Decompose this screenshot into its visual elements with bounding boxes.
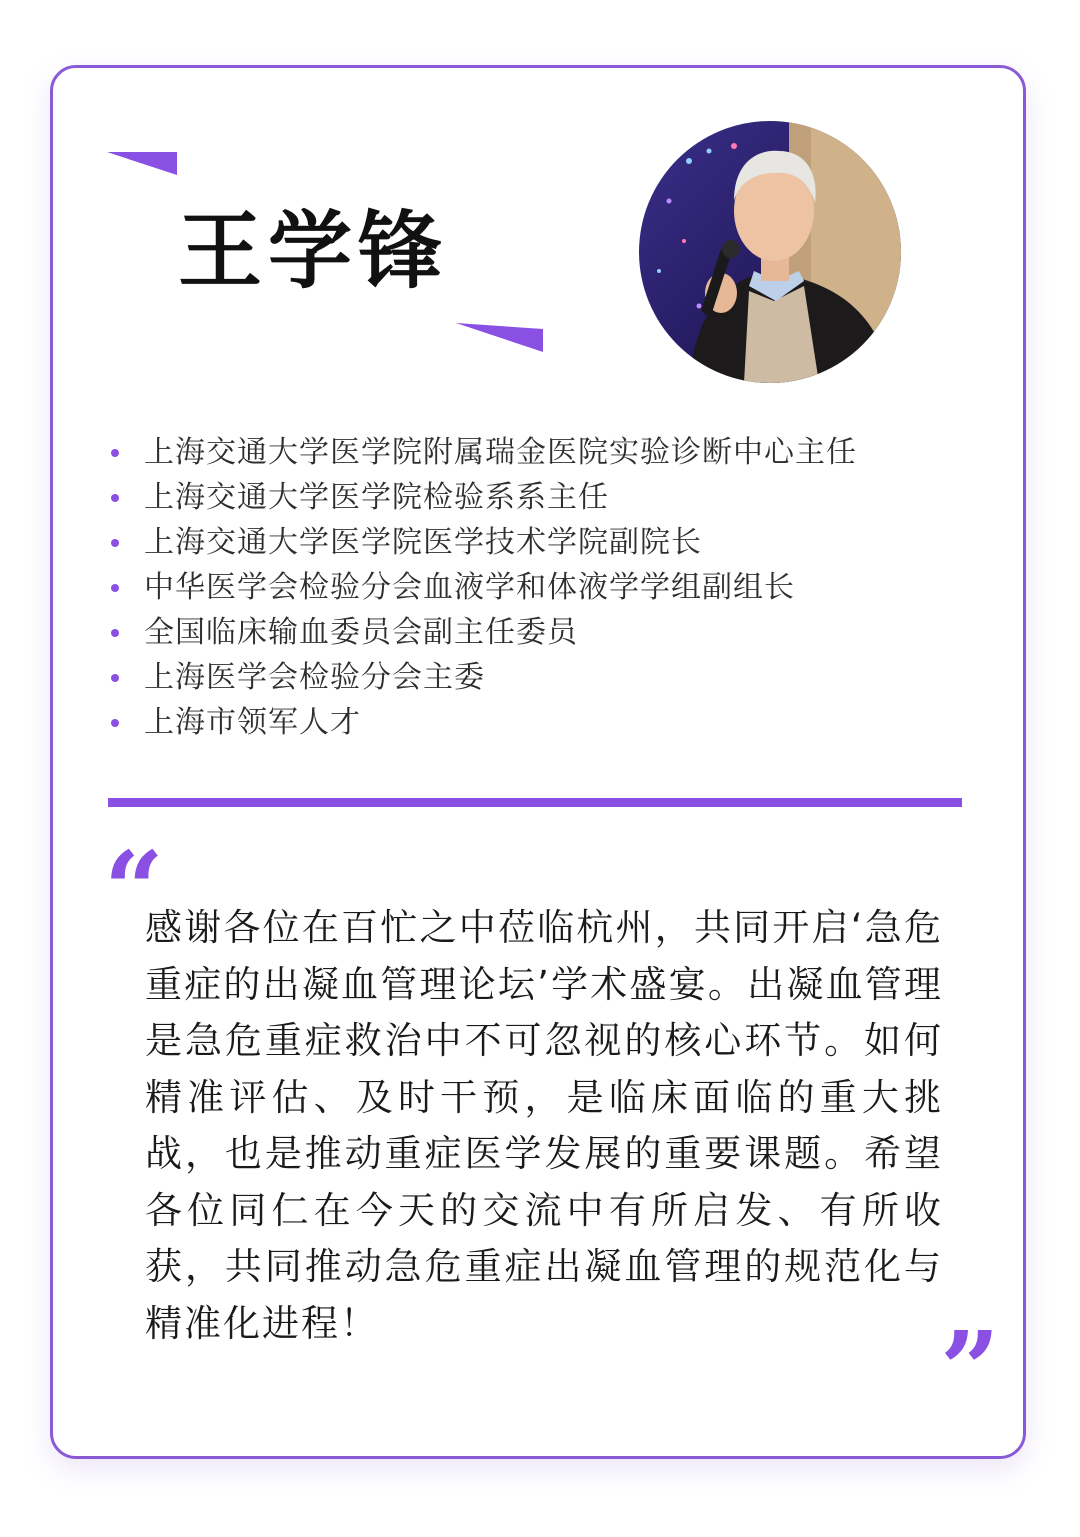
bullet-dot-icon bbox=[111, 674, 119, 682]
speaker-name: 王学锋 bbox=[178, 202, 449, 300]
open-quote-icon: “ bbox=[104, 828, 164, 951]
title-list bbox=[108, 430, 857, 745]
accent-bar-bottom-icon bbox=[456, 323, 544, 353]
list-item: 上海交通大学医学院检验系系主任 bbox=[108, 475, 857, 520]
quote-text: 感谢各位在百忙之中莅临杭州，共同开启‘急危重症的出凝血管理论坛’学术盛宴。出凝血管理是急危重症救治中不可忽视的核心环节。如何精准评估、及时干预，是临床面临的重大挑战，也是推动重症医学发展的重要课题。希望各位同仁在今天的交流中有所启发、有所收获，共同推动急危重症出凝血管理的规范化与精准化进程！ bbox=[145, 906, 943, 1345]
list-item: 上海市领军人才 bbox=[108, 700, 857, 745]
bullet-dot-icon bbox=[111, 449, 119, 457]
bullet-dot-icon bbox=[111, 494, 119, 502]
accent-bar-top-icon bbox=[107, 152, 177, 176]
bullet-dot-icon bbox=[111, 584, 119, 592]
bullet-dot-icon bbox=[111, 629, 119, 637]
list-item: 上海医学会检验分会主委 bbox=[108, 655, 857, 700]
list-item: 上海交通大学医学院医学技术学院副院长 bbox=[108, 520, 857, 565]
speaker-portrait-icon bbox=[639, 121, 901, 383]
section-divider bbox=[108, 798, 962, 807]
list-item: 全国临床输血委员会副主任委员 bbox=[108, 610, 857, 655]
bullet-dot-icon bbox=[111, 539, 119, 547]
close-quote-icon: ” bbox=[940, 1308, 1000, 1431]
list-item: 上海交通大学医学院附属瑞金医院实验诊断中心主任 bbox=[108, 430, 857, 475]
list-item: 中华医学会检验分会血液学和体液学学组副组长 bbox=[108, 565, 857, 610]
bullet-dot-icon bbox=[111, 719, 119, 727]
